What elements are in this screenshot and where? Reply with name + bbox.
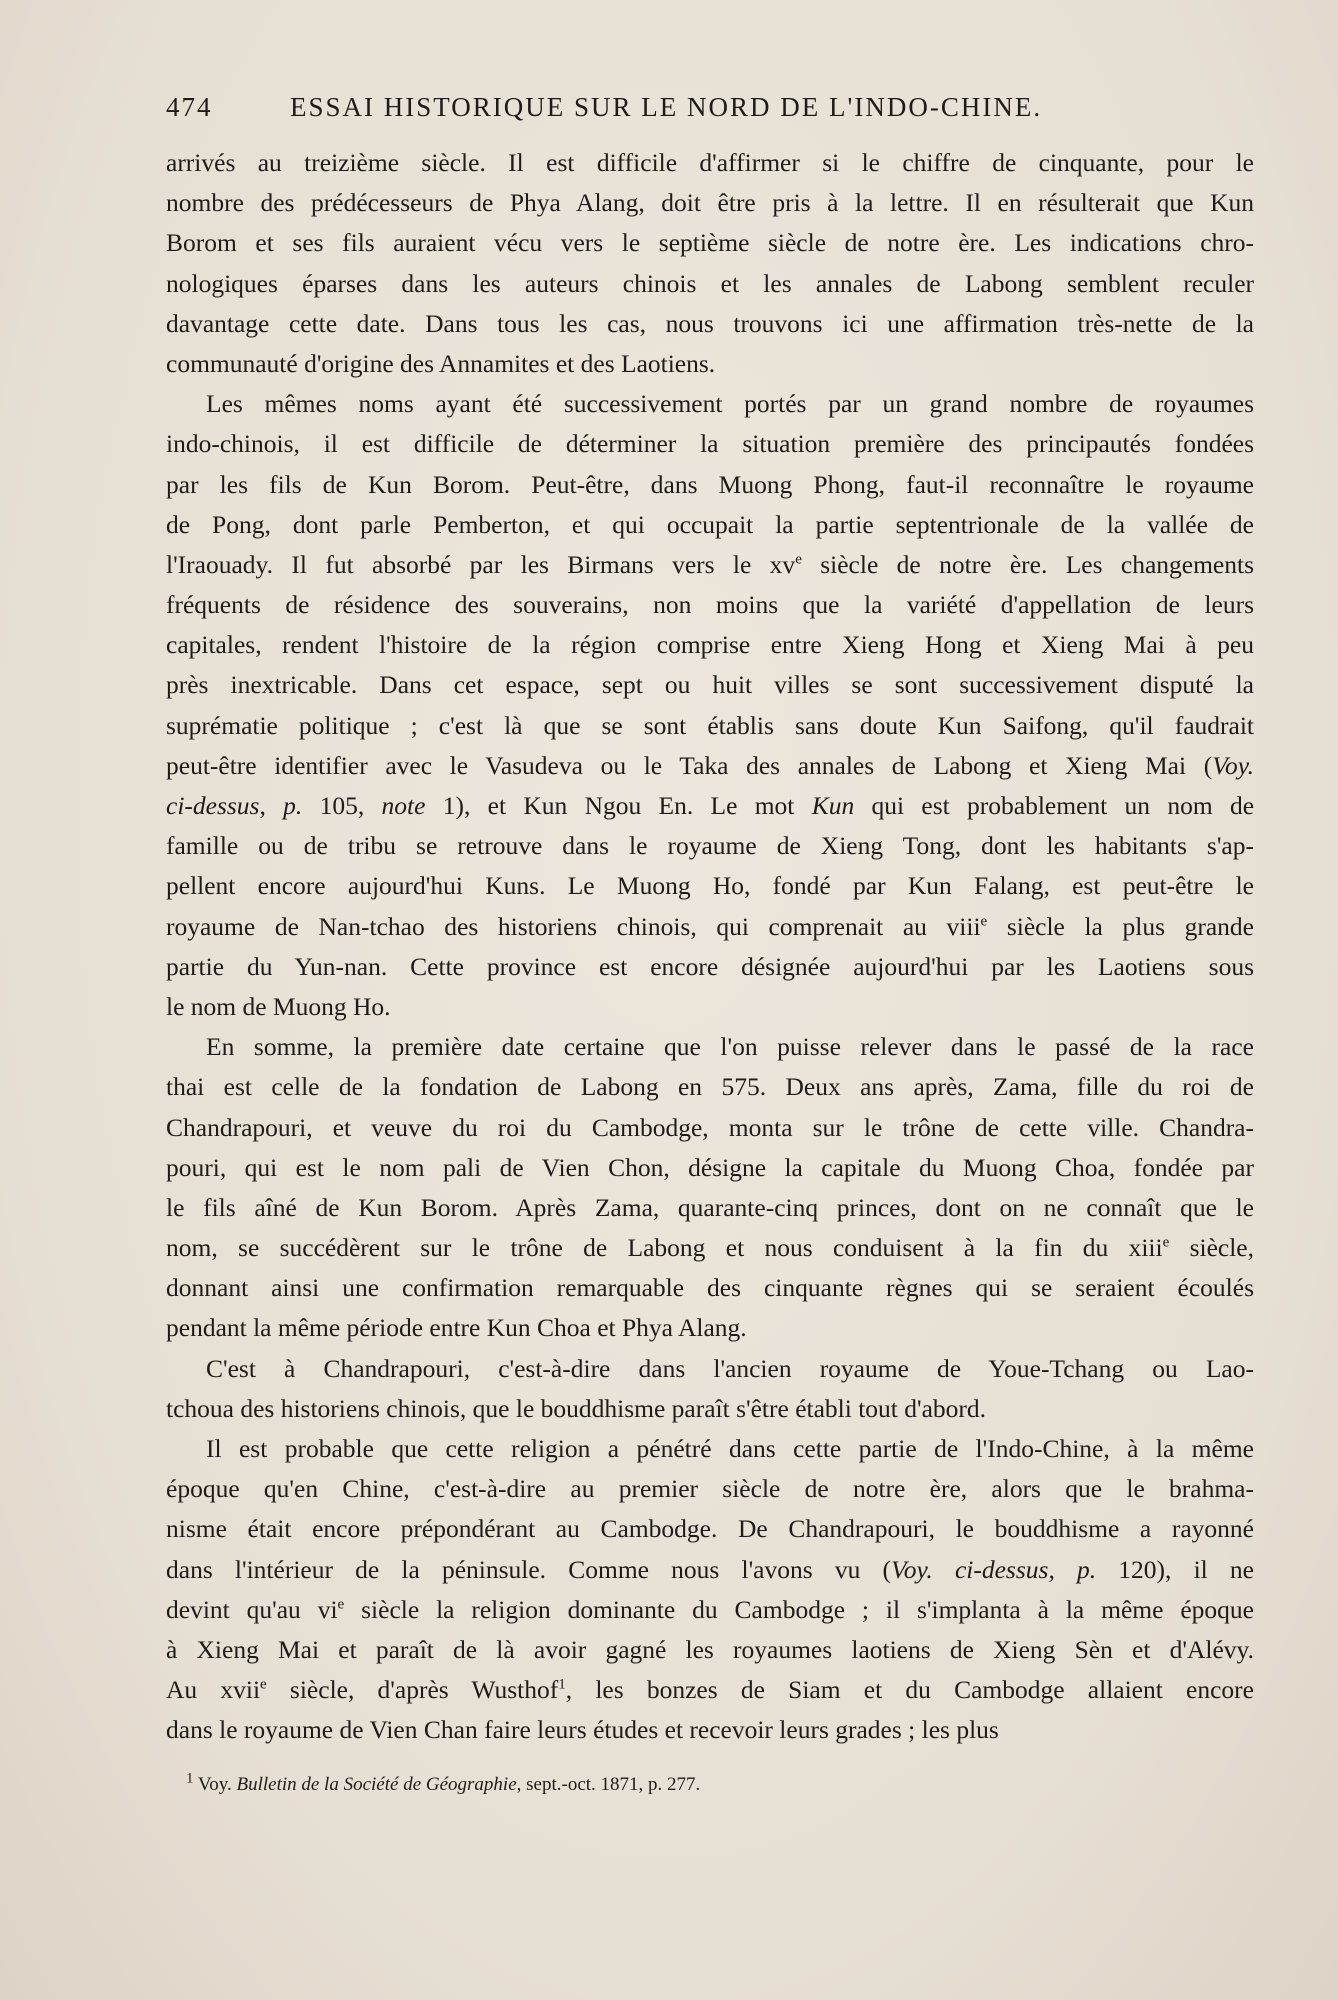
- text-line: donnant ainsi une confirmation remarquable des cinquante règnes qui se seraient écoulés: [166, 1273, 1254, 1303]
- text-line: communauté d'origine des Annamites et des Laotiens.: [166, 348, 716, 378]
- footnote-marker: 1: [186, 1770, 194, 1787]
- text-run: , les bonzes de Siam et du Cambodge allaient encore: [565, 1675, 1254, 1705]
- footnote-suffix: , sept.-oct. 1871, p. 277.: [516, 1774, 701, 1795]
- italic-text: ci-dessus: [166, 791, 260, 820]
- text-line: pendant la même période entre Kun Choa et Phya Alang.: [166, 1313, 747, 1343]
- italic-text: note: [381, 791, 426, 820]
- text-line: à Xieng Mai et paraît de là avoir gagné les royaumes laotiens de Xieng Sèn et d'Alévy.: [166, 1634, 1254, 1664]
- text-line: Borom et ses fils auraient vécu vers le septième siècle de notre ère. Les indications chro-: [166, 228, 1254, 258]
- text-run: royaume de Nan-tchao des historiens chinois, qui comprenait au viii: [166, 911, 981, 941]
- text-run: qui est probablement un nom de: [854, 791, 1255, 820]
- text-line: partie du Yun-nan. Cette province est encore désignée aujourd'hui par les Laotiens sous: [166, 951, 1254, 981]
- text-run: peut-être identifier avec le Vasudeva ou le Taka des annales de Labong et Xieng Mai (: [166, 750, 1213, 780]
- italic-text: p.: [283, 791, 303, 820]
- italic-text: Voy.: [1212, 750, 1254, 780]
- text-line: par les fils de Kun Borom. Peut-être, dans Muong Phong, faut-il reconnaître le royaume: [166, 469, 1254, 499]
- text-run: dans l'intérieur de la péninsule. Comme nous l'avons vu (: [166, 1554, 891, 1584]
- running-title: ESSAI HISTORIQUE SUR LE NORD DE L'INDO-CHINE.: [290, 92, 1043, 122]
- text-line: thai est celle de la fondation de Labong en 575. Deux ans après, Zama, fille du roi de: [166, 1072, 1254, 1102]
- footnote-prefix: Voy.: [197, 1774, 232, 1795]
- text-run: siècle de notre ère. Les changements: [801, 549, 1254, 579]
- text-line: davantage cette date. Dans tous les cas, nous trouvons ici une affirmation très-nette de la: [166, 308, 1254, 338]
- text-run: siècle,: [1169, 1233, 1254, 1263]
- text-run: nom, se succédèrent sur le trône de Labong et nous conduisent à la fin du xiii: [166, 1233, 1163, 1263]
- paragraph: [166, 1349, 1254, 1429]
- text-line: près inextricable. Dans cet espace, sept ou huit villes se sont successivement disputé la: [166, 670, 1254, 700]
- text-line: En somme, la première date certaine que l'on puisse relever dans le passé de la race: [206, 1032, 1254, 1062]
- running-header: [166, 92, 1254, 132]
- text-line: Les mêmes noms ayant été successivement portés par un grand nombre de royaumes: [206, 389, 1254, 419]
- text-run: 120), il ne: [1096, 1554, 1254, 1584]
- text-line: arrivés au treizième siècle. Il est difficile d'affirmer si le chiffre de cinquante, pour le: [166, 148, 1254, 177]
- superscript: e: [260, 1676, 267, 1693]
- text-line: [166, 1590, 1254, 1630]
- text-line: dans le royaume de Vien Chan faire leurs études et recevoir leurs grades ; les plus: [166, 1715, 999, 1745]
- footnote-title: Bulletin de la Société de Géographie: [236, 1774, 517, 1795]
- text-run: devint qu'au vi: [166, 1594, 338, 1624]
- text-line: le fils aîné de Kun Borom. Après Zama, quarante-cinq princes, dont on ne connaît que le: [166, 1192, 1254, 1222]
- text-line: [166, 746, 1254, 786]
- superscript: e: [1162, 1234, 1170, 1251]
- paragraph: [166, 143, 1254, 384]
- text-line: capitales, rendent l'histoire de la région comprise entre Xieng Hong et Xieng Mai à peu: [166, 630, 1254, 660]
- text-line: Il est probable que cette religion a pénétré dans cette partie de l'Indo-Chine, à la même: [206, 1434, 1254, 1463]
- text-line: pouri, qui est le nom pali de Vien Chon, désigne la capitale du Muong Choa, fondée par: [166, 1152, 1254, 1182]
- superscript: e: [795, 551, 802, 568]
- page-number: 474: [166, 92, 213, 122]
- italic-text: Voy. ci-dessus, p.: [891, 1554, 1097, 1584]
- text-run: 1), et Kun Ngou En. Le mot: [425, 791, 812, 820]
- paragraph: [166, 1429, 1254, 1751]
- text-run: l'Iraouady. Il fut absorbé par les Birmans vers le xv: [166, 549, 796, 579]
- text-line: pellent encore aujourd'hui Kuns. Le Muong Ho, fondé par Kun Falang, est peut-être le: [166, 871, 1254, 901]
- text-line: famille ou de tribu se retrouve dans le royaume de Xieng Tong, dont les habitants s'ap-: [166, 831, 1254, 861]
- superscript: e: [980, 913, 988, 930]
- text-line: nologiques éparses dans les auteurs chinois et les annales de Labong semblent reculer: [166, 268, 1254, 298]
- body-text: [166, 143, 1254, 1751]
- text-line: époque qu'en Chine, c'est-à-dire au premier siècle de notre ère, alors que le brahma-: [166, 1474, 1254, 1504]
- text-run: ,: [259, 791, 284, 820]
- text-line: [166, 907, 1254, 947]
- text-line: Chandrapouri, et veuve du roi du Cambodge, monta sur le trône de cette ville. Chandra-: [166, 1112, 1254, 1142]
- text-line: de Pong, dont parle Pemberton, et qui occupait la partie septentrionale de la vallée de: [166, 509, 1254, 539]
- text-line: nombre des prédécesseurs de Phya Alang, doit être pris à la lettre. Il en résulterait que Kun: [166, 188, 1254, 218]
- text-line: suprématie politique ; c'est là que se sont établis sans doute Kun Saifong, qu'il faudrait: [166, 710, 1254, 740]
- text-line: C'est à Chandrapouri, c'est-à-dire dans l'ancien royaume de Youe-Tchang ou Lao-: [206, 1353, 1254, 1383]
- text-run: siècle la plus grande: [987, 911, 1254, 941]
- text-line: le nom de Muong Ho.: [166, 991, 391, 1021]
- text-line: indo-chinois, il est difficile de déterminer la situation première des principautés fondées: [166, 429, 1254, 459]
- text-line: [166, 545, 1254, 585]
- text-line: [166, 1550, 1254, 1590]
- paragraph: [166, 384, 1254, 1027]
- italic-text: Kun: [811, 791, 855, 820]
- superscript: e: [337, 1596, 345, 1613]
- text-line: [166, 786, 1254, 826]
- text-line: fréquents de résidence des souverains, non moins que la variété d'appellation de leurs: [166, 590, 1254, 620]
- text-line: [166, 1228, 1254, 1268]
- footnote: [186, 1770, 701, 1796]
- text-run: Au xvii: [166, 1675, 261, 1705]
- text-run: siècle, d'après Wusthof: [266, 1675, 559, 1705]
- text-line: nisme était encore prépondérant au Cambodge. De Chandrapouri, le bouddhisme a rayonné: [166, 1514, 1254, 1544]
- text-line: [166, 1670, 1254, 1710]
- superscript: 1: [558, 1676, 566, 1693]
- paragraph: [166, 1027, 1254, 1349]
- text-run: siècle la religion dominante du Cambodge ; il s'implanta à la même époque: [344, 1594, 1254, 1624]
- text-line: tchoua des historiens chinois, que le bouddhisme paraît s'être établi tout d'abord.: [166, 1393, 987, 1423]
- text-run: 105,: [302, 791, 382, 820]
